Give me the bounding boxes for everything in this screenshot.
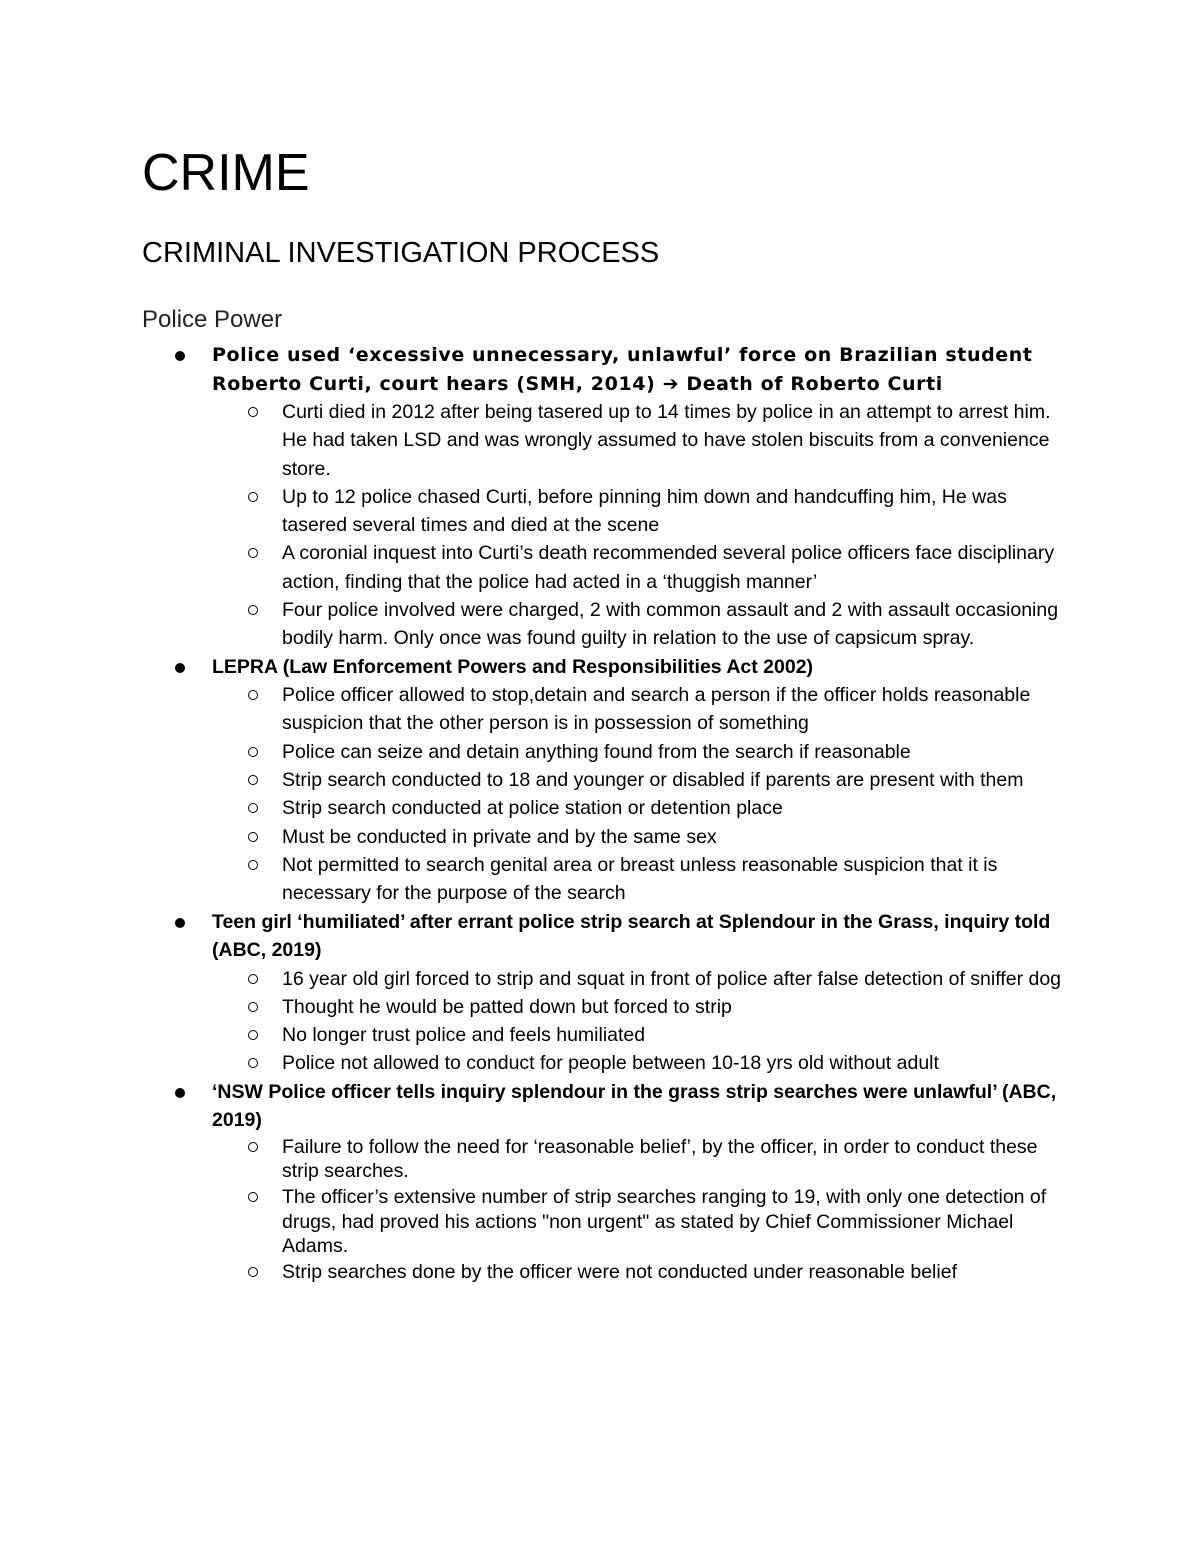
list-item: No longer trust police and feels humiliated	[282, 1021, 1062, 1049]
sub-list	[0, 681, 1072, 907]
bullet-item-lepra	[0, 653, 1072, 908]
list-item: Must be conducted in private and by the same sex	[282, 823, 1062, 851]
list-item: Police not allowed to conduct for people between 10-18 yrs old without adult	[282, 1049, 1062, 1077]
list-item: Strip searches done by the officer were not conducted under reasonable belief	[282, 1260, 1062, 1285]
document-subtitle: CRIMINAL INVESTIGATION PROCESS	[142, 237, 660, 269]
bullet-title: Teen girl ‘humiliated’ after errant police strip search at Splendour in the Grass, inquiry told (ABC, 2019)	[212, 910, 1051, 962]
bullet-dot-icon	[175, 351, 185, 361]
list-item: Four police involved were charged, 2 with common assault and 2 with assault occasioning bodily harm. Only once was found guilty in relation to the use of capsicum spray.	[282, 596, 1062, 653]
circle-bullet-icon	[248, 803, 258, 813]
bullet-title: LEPRA (Law Enforcement Powers and Responsibilities Act 2002)	[212, 655, 814, 678]
circle-bullet-icon	[248, 860, 258, 870]
list-item: Police officer allowed to stop,detain and search a person if the officer holds reasonable suspicion that the other person is in possession of something	[282, 681, 1062, 738]
bullet-list	[0, 341, 1200, 1285]
list-item: A coronial inquest into Curti’s death recommended several police officers face disciplinary action, finding that the police had acted in a ‘thuggish manner’	[282, 539, 1062, 596]
sub-list	[0, 1135, 1072, 1285]
sub-list	[0, 965, 1072, 1078]
list-item: Police can seize and detain anything found from the search if reasonable	[282, 738, 1062, 766]
list-item: Not permitted to search genital area or breast unless reasonable suspicion that it is necessary for the purpose of the search	[282, 851, 1062, 908]
bullet-item-curti	[0, 341, 1072, 653]
list-item: Curti died in 2012 after being tasered up to 14 times by police in an attempt to arrest him. He had taken LSD and was wrongly assumed to have stolen biscuits from a convenience store.	[282, 398, 1062, 483]
sub-list	[0, 398, 1072, 653]
bullet-item-teen-girl	[0, 908, 1072, 1078]
circle-bullet-icon	[248, 1267, 258, 1277]
circle-bullet-icon	[248, 1030, 258, 1040]
circle-bullet-icon	[248, 1142, 258, 1152]
circle-bullet-icon	[248, 548, 258, 558]
circle-bullet-icon	[248, 832, 258, 842]
circle-bullet-icon	[248, 775, 258, 785]
section-heading: Police Power	[142, 306, 283, 333]
bullet-item-nsw-police	[0, 1078, 1072, 1285]
circle-bullet-icon	[248, 1192, 258, 1202]
bullet-dot-icon	[175, 663, 185, 673]
list-item: 16 year old girl forced to strip and squat in front of police after false detection of sniffer dog	[282, 965, 1062, 993]
bullet-title: ‘NSW Police officer tells inquiry splendour in the grass strip searches were unlawful’ (ABC, 2019)	[212, 1080, 1057, 1132]
bullet-title: Police used ‘excessive unnecessary, unlawful’ force on Brazilian student Roberto Curti, court hears (SMH, 2014) ➔ Death of Roberto Curti	[212, 344, 1033, 395]
document-title: CRIME	[142, 144, 310, 202]
circle-bullet-icon	[248, 974, 258, 984]
bullet-dot-icon	[175, 1088, 185, 1098]
list-item: Strip search conducted to 18 and younger or disabled if parents are present with them	[282, 766, 1062, 794]
circle-bullet-icon	[248, 747, 258, 757]
list-item: Strip search conducted at police station or detention place	[282, 794, 1062, 822]
list-item: Thought he would be patted down but forced to strip	[282, 993, 1062, 1021]
list-item: The officer’s extensive number of strip searches ranging to 19, with only one detection of drugs, had proved his actions "non urgent" as stated by Chief Commissioner Michael Adams.	[282, 1185, 1062, 1259]
circle-bullet-icon	[248, 407, 258, 417]
circle-bullet-icon	[248, 492, 258, 502]
circle-bullet-icon	[248, 1002, 258, 1012]
circle-bullet-icon	[248, 605, 258, 615]
circle-bullet-icon	[248, 1058, 258, 1068]
list-item: Failure to follow the need for ‘reasonable belief’, by the officer, in order to conduct these strip searches.	[282, 1135, 1062, 1184]
circle-bullet-icon	[248, 690, 258, 700]
list-item: Up to 12 police chased Curti, before pinning him down and handcuffing him, He was tasered several times and died at the scene	[282, 483, 1062, 540]
bullet-dot-icon	[175, 918, 185, 928]
